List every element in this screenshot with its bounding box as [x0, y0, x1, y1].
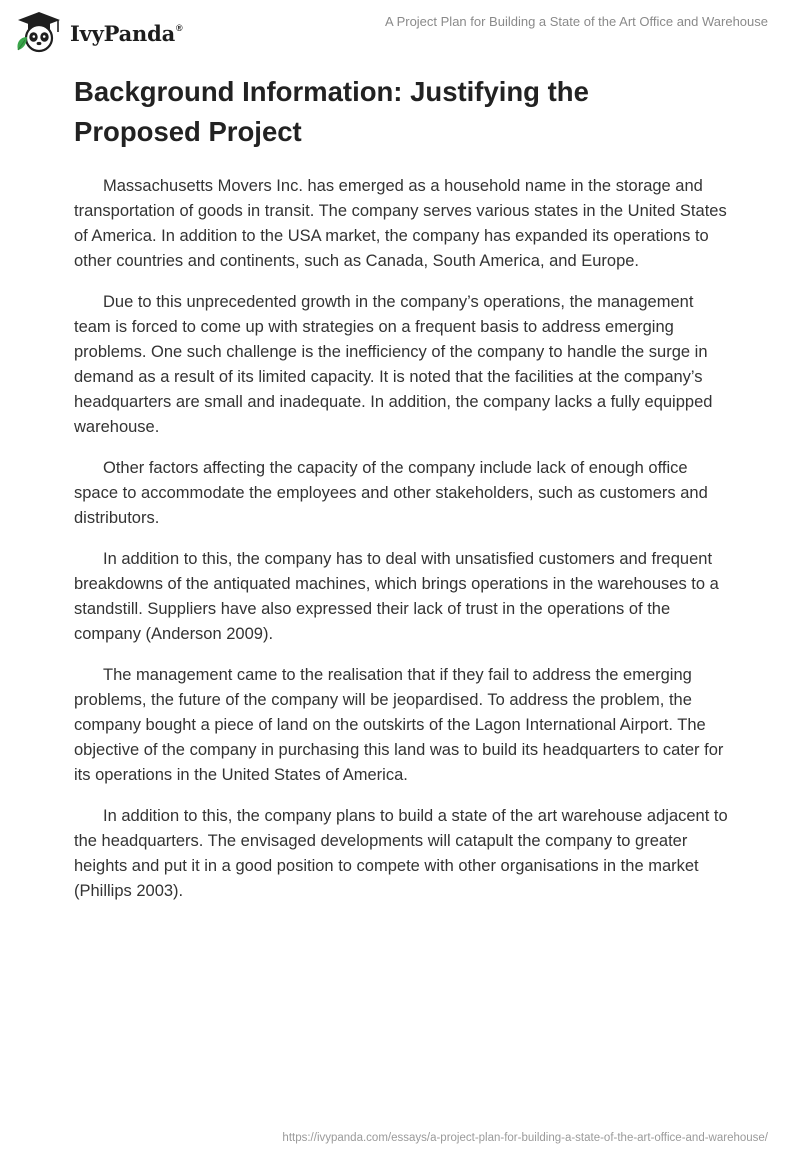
article-body	[74, 174, 730, 920]
section-heading: Background Information: Justifying the Proposed Project	[74, 76, 589, 147]
paragraph: In addition to this, the company has to deal with unsatisfied customers and frequent breakdowns of the antiquated machines, which brings operations in the warehouses to a standstill. Suppliers have also expressed their lack of trust in the operations of the company (Anderson 2009).	[74, 550, 719, 643]
source-url[interactable]: https://ivypanda.com/essays/a-project-plan-for-building-a-state-of-the-art-office-and-warehouse/	[282, 1132, 768, 1144]
paragraph: Other factors affecting the capacity of the company include lack of enough office space to accommodate the employees and other stakeholders, such as customers and distributors.	[74, 459, 708, 527]
paragraph: In addition to this, the company plans to build a state of the art warehouse adjacent to the headquarters. The envisaged developments will catapult the company to greater heights and put it in a good position to compete with other organisations in the market (Phillips 2003).	[74, 807, 728, 900]
paragraph: Massachusetts Movers Inc. has emerged as a household name in the storage and transportation of goods in transit. The company serves various states in the United States of America. In addition to the USA market, the company has expanded its operations to other countries and continents, such as Canada, South America, and Europe.	[74, 177, 727, 270]
brand-name: IvyPanda®	[70, 20, 183, 46]
page-header	[0, 0, 800, 60]
panda-graduate-icon	[14, 10, 64, 54]
ivypanda-logo[interactable]	[14, 10, 182, 54]
registered-mark: ®	[176, 22, 183, 33]
document-title: A Project Plan for Building a State of the Art Office and Warehouse	[385, 14, 768, 29]
paragraph: The management came to the realisation that if they fail to address the emerging problems, the future of the company will be jeopardised. To address the problem, the company bought a piece of land on the outskirts of the Lagon International Airport. The objective of the company in purchasing this land was to build its headquarters to cater for its operations in the United States of America.	[74, 666, 724, 784]
paragraph: Due to this unprecedented growth in the company’s operations, the management team is forced to come up with strategies on a frequent basis to address emerging problems. One such challenge is the inefficiency of the company to handle the surge in demand as a result of its limited capacity. It is noted that the facilities at the company’s headquarters are small and inadequate. In addition, the company lacks a fully equipped warehouse.	[74, 293, 713, 436]
